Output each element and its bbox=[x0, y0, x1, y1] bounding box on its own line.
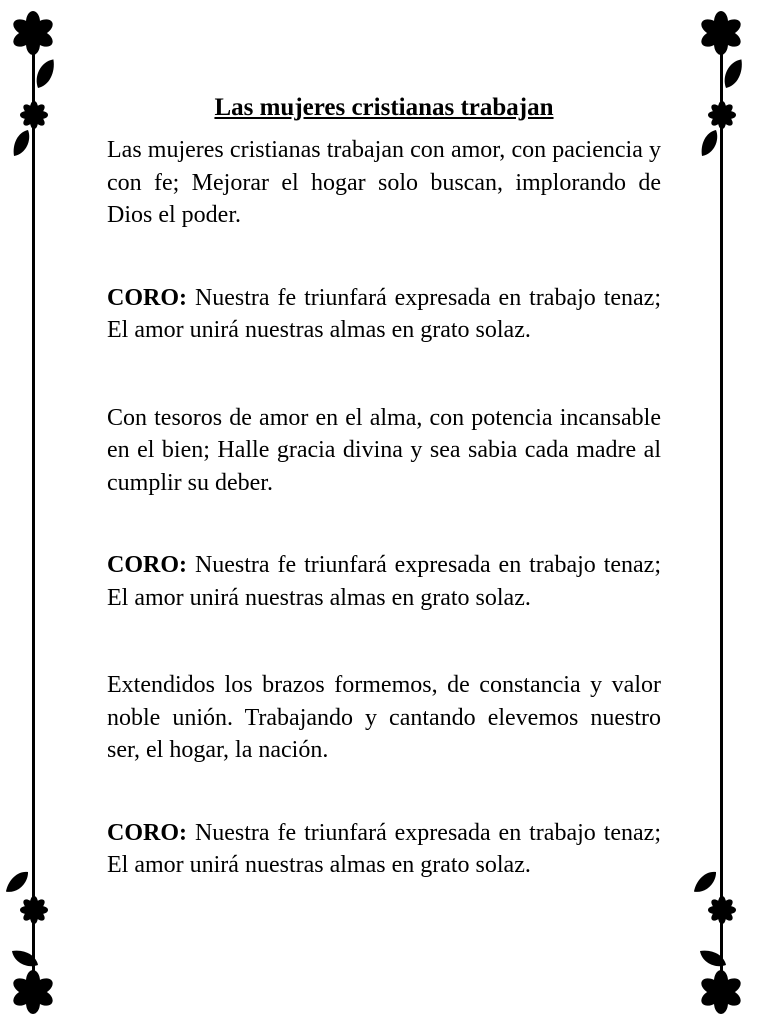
flower-icon bbox=[10, 970, 55, 1014]
chorus-label: CORO: bbox=[107, 552, 187, 578]
flower-icon bbox=[10, 11, 55, 55]
leaf-icon bbox=[14, 130, 30, 156]
flower-icon bbox=[698, 11, 743, 55]
leaf-icon bbox=[725, 59, 742, 88]
verse-1: Las mujeres cristianas trabajan con amor, con paciencia y con fe; Mejorar el hogar solo buscan, implorando de Dios el poder. bbox=[107, 137, 661, 228]
verse-2: Con tesoros de amor en el alma, con potencia incansable en el bien; Halle gracia divina y sea sabia cada madre al cumplir su deber. bbox=[107, 404, 661, 496]
leaf-icon bbox=[702, 130, 718, 156]
chorus-label: CORO: bbox=[107, 819, 187, 846]
leaf-icon bbox=[37, 59, 54, 88]
flower-icon bbox=[698, 970, 743, 1014]
chorus-2 bbox=[107, 549, 661, 614]
flower-icon bbox=[20, 101, 48, 129]
leaf-icon bbox=[694, 867, 718, 897]
flower-icon bbox=[20, 896, 48, 924]
chorus-label: CORO: bbox=[107, 284, 187, 311]
chorus-text: Nuestra fe triunfará expresada en trabajo tenaz; El amor unirá nuestras almas en grato solaz. bbox=[107, 552, 661, 611]
right-border-line bbox=[720, 40, 723, 985]
flower-icon bbox=[708, 896, 736, 924]
chorus-1 bbox=[107, 282, 661, 347]
left-border-line bbox=[32, 40, 35, 985]
song-title: Las mujeres cristianas trabajan bbox=[214, 94, 554, 121]
chorus-text: Nuestra fe triunfará expresada en trabajo tenaz; El amor unirá nuestras almas en grato solaz. bbox=[107, 819, 661, 878]
chorus-3 bbox=[107, 817, 661, 882]
leaf-icon bbox=[6, 867, 30, 897]
verse-3: Extendidos los brazos formemos, de constancia y valor noble unión. Trabajando y cantando elevemos nuestro ser, el hogar, la nación. bbox=[107, 672, 661, 763]
chorus-text: Nuestra fe triunfará expresada en trabajo tenaz; El amor unirá nuestras almas en grato solaz. bbox=[107, 284, 661, 343]
song-content bbox=[107, 92, 661, 937]
flower-icon bbox=[708, 101, 736, 129]
